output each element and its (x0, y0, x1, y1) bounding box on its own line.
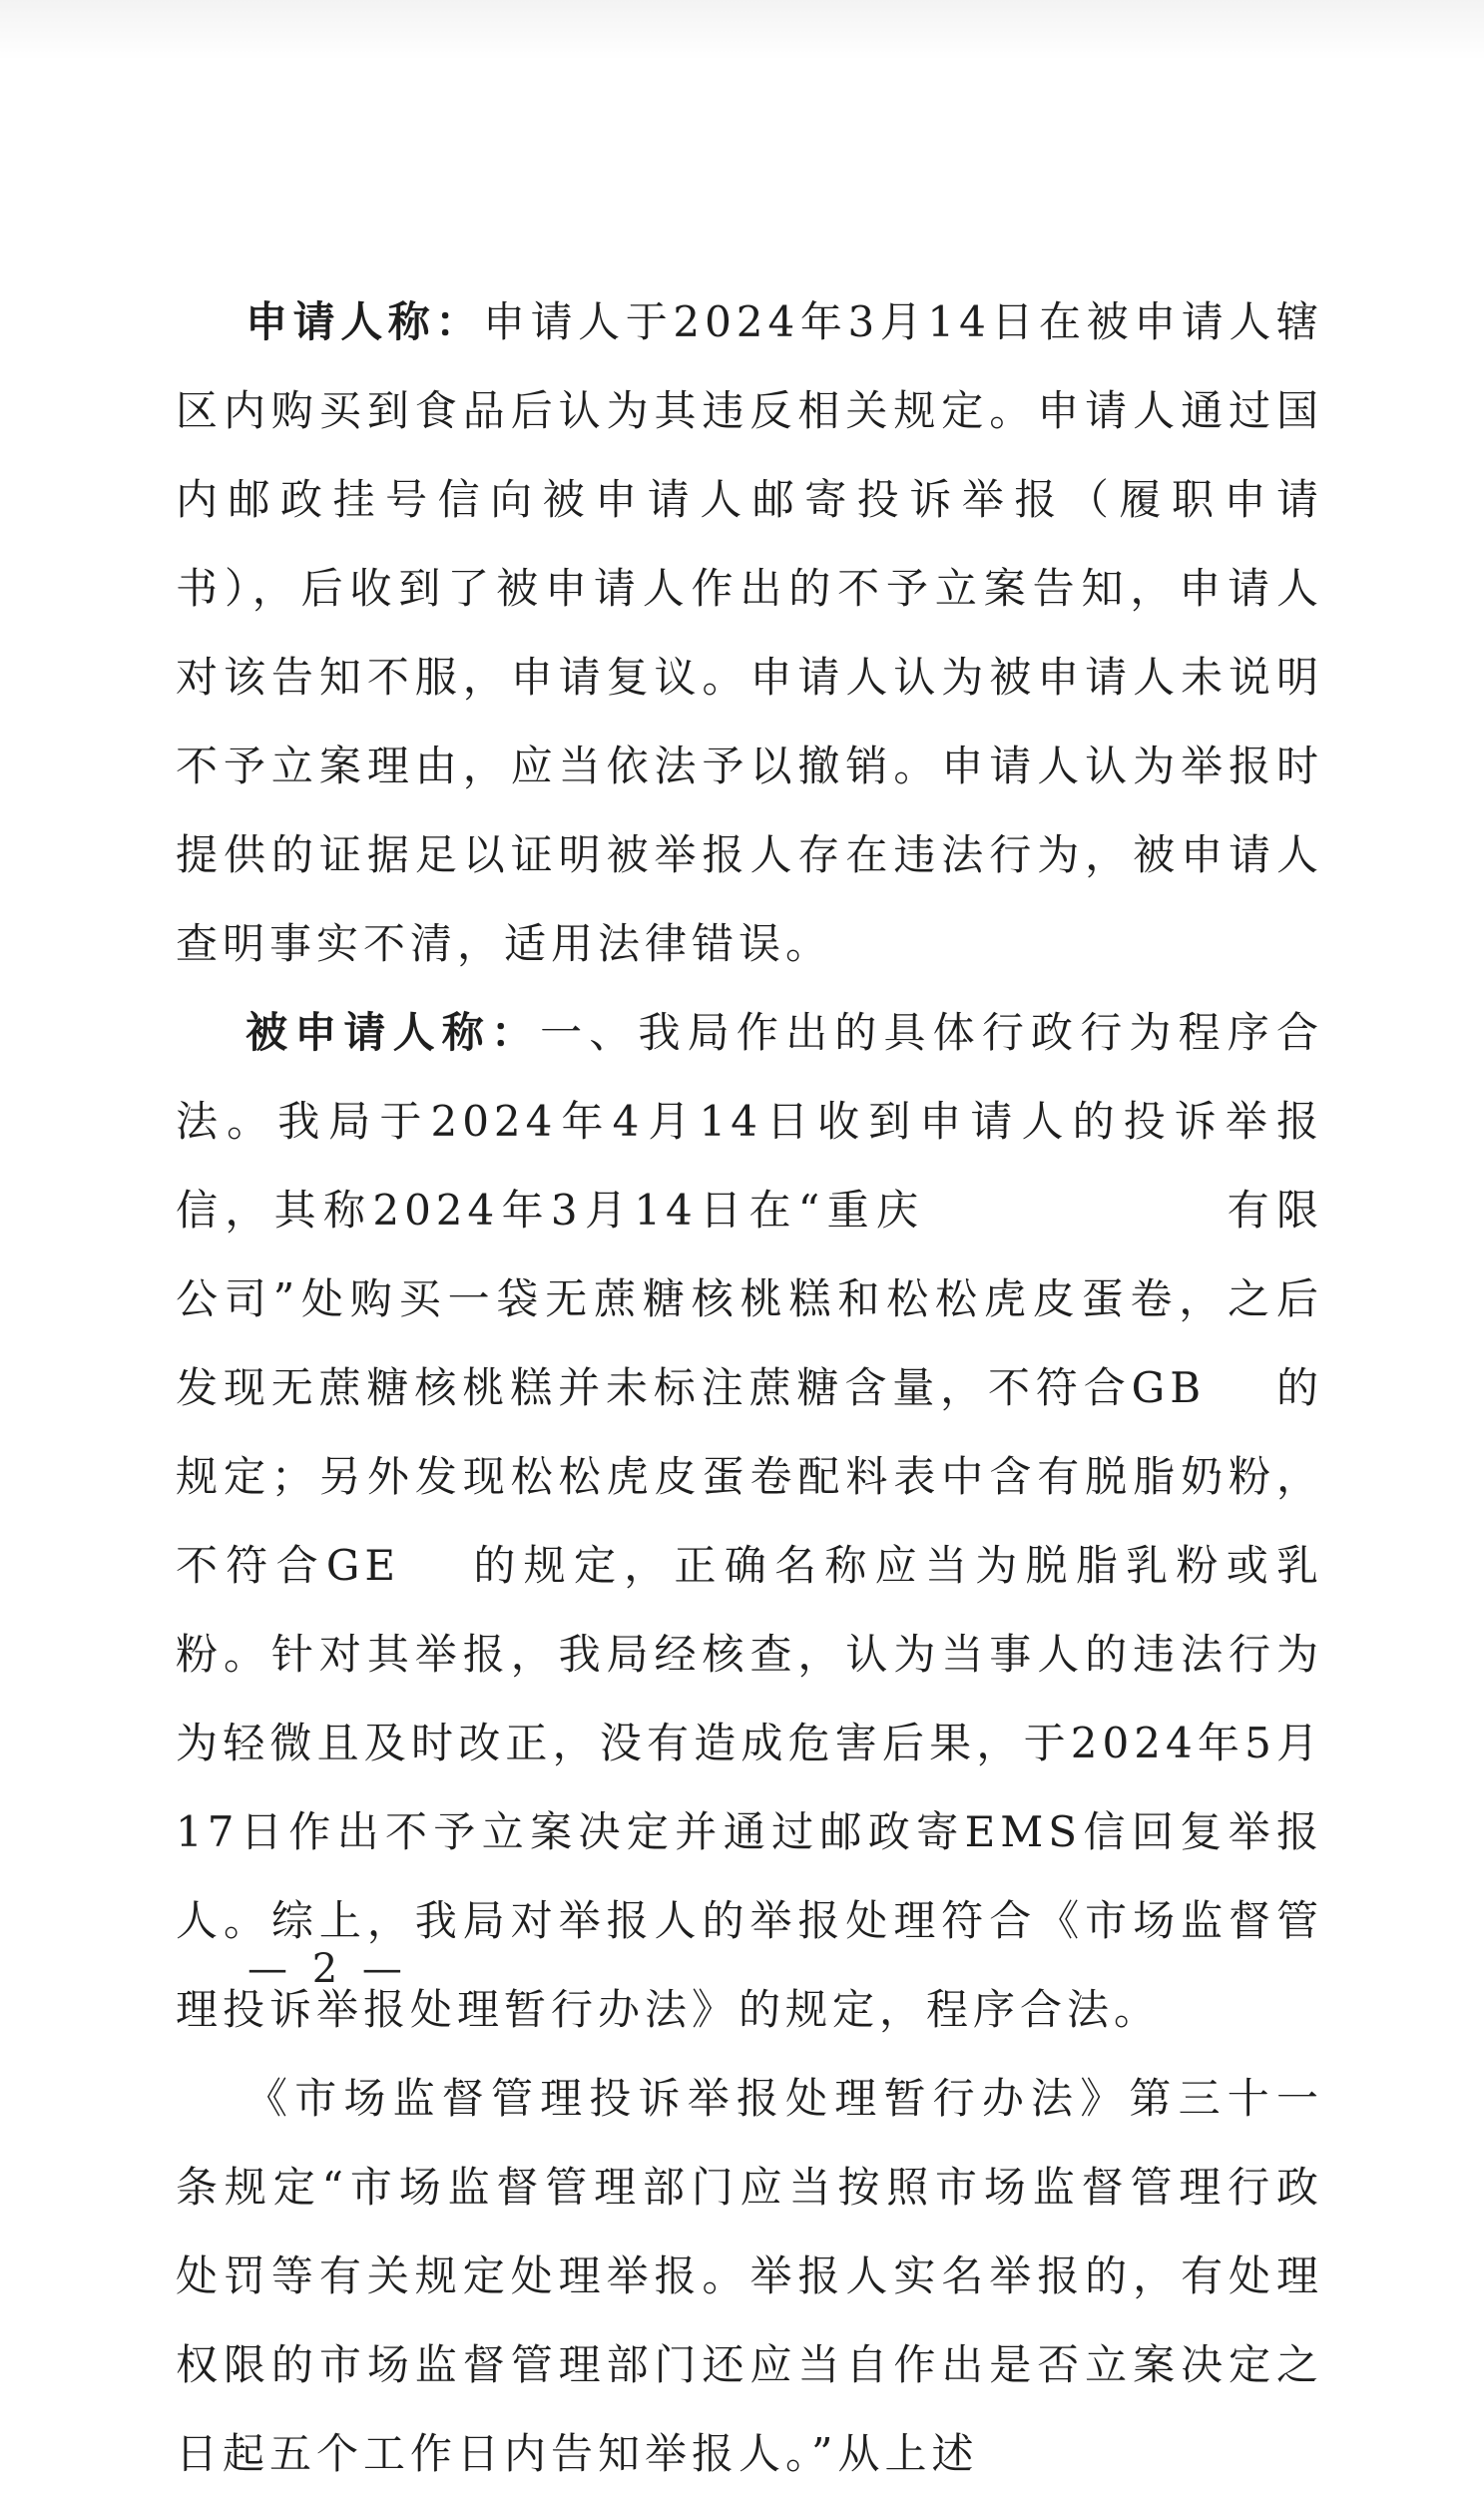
respondent-lead: 被申请人称： (246, 1008, 541, 1057)
applicant-text: 申请人于2024年3月14日在被申请人辖区内购买到食品后认为其违反相关规定。申请人通过国内邮政挂号信向被申请人邮寄投诉举报（履职申请书），后收到了被申请人作出的不予立案告知，申请人对该告知不服，申请复议。申请人认为被申请人未说明不予立案理由，应当依法予以撤销。申请人认为举报时提供的证据足以证明被举报人存在违法行为，被申请人查明事实不清，适用法律错误。 (176, 297, 1323, 968)
respondent-text-a: 一、我局作出的具体行政行为程序合法。我局于2024年4月14日收到申请人的投诉举报信，其称2024年3月14日在“重庆 (176, 1008, 1323, 1235)
redaction-standard-2 (400, 1579, 470, 1580)
respondent-statement (176, 988, 1323, 2054)
respondent-text-c: 的规定；另外发现松松虎皮蛋卷配料表中含有脱脂奶粉，不符合GE (176, 1363, 1323, 1590)
regulation-citation (176, 2054, 1323, 2498)
redaction-standard-1 (1206, 1401, 1275, 1402)
respondent-text-d: 的规定，正确名称应当为脱脂乳粉或乳粉。针对其举报，我局经核查，认为当事人的违法行为为轻微且及时改正，没有造成危害后果，于2024年5月17日作出不予立案决定并通过邮政寄EMS信回复举报人。综上，我局对举报人的举报处理符合《市场监督管理投诉举报处理暂行办法》的规定，程序合法。 (176, 1541, 1323, 2034)
scan-edge (0, 0, 1484, 60)
redaction-company (925, 1224, 1225, 1225)
respondent-text-b: 有限公司”处购买一袋无蔗糖核桃糕和松松虎皮蛋卷，之后发现无蔗糖核桃糕并未标注蔗糖含量，不符合GB (176, 1186, 1323, 1412)
regulation-text: 《市场监督管理投诉举报处理暂行办法》第三十一条规定“市场监督管理部门应当按照市场监督管理行政处罚等有关规定处理举报。举报人实名举报的，有处理权限的市场监督管理部门还应当自作出是否立案决定之日起五个工作日内告知举报人。”从上述 (176, 2074, 1323, 2478)
document-body (176, 277, 1323, 2498)
page-number: — 2 — (247, 1946, 408, 1992)
applicant-lead: 申请人称： (246, 297, 483, 346)
applicant-statement (176, 277, 1323, 988)
